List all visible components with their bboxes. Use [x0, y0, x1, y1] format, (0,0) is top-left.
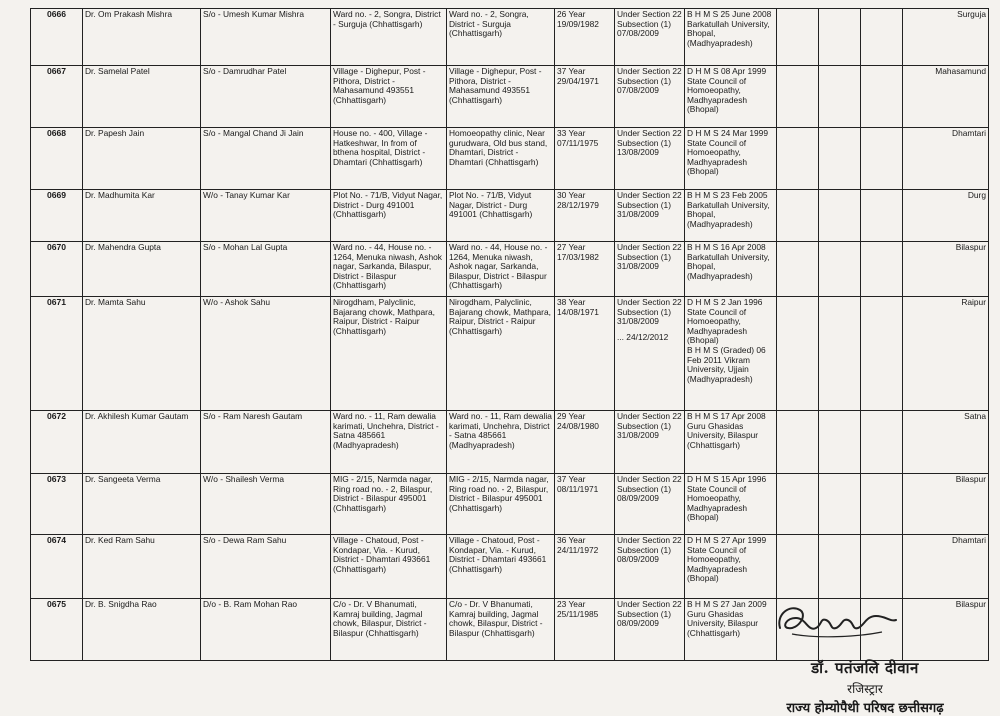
date-of-birth: 19/09/1982	[557, 18, 599, 29]
empty-cell	[777, 9, 819, 66]
present-address: C/o - Dr. V Bhanumati, Kamraj building, Jagmal chowk, Bilaspur, District - Bilaspur (Chhattisgarh)	[447, 599, 555, 661]
registration-section: Under Section 22 Subsection (1) 31/08/2009	[615, 411, 685, 474]
registrar-name: डॉ. पतंजलि दीवान	[811, 659, 919, 677]
qualification-text: D H M S 2 Jan 1996 State Council of Homoeopathy, Madhyapradesh (Bhopal)	[687, 297, 763, 346]
present-address: Ward no. - 11, Ram dewalia karimati, Unchehra, District - Satna 485661 (Madhyapradesh)	[447, 411, 555, 474]
practitioner-name: Dr. Sangeeta Verma	[83, 474, 201, 535]
serial-number: 0672	[31, 411, 83, 474]
qualification-additional: B H M S (Graded) 06 Feb 2011 Vikram University, Ujjain (Madhyapradesh)	[687, 344, 766, 384]
qualification: B H M S 25 June 2008 Barkatullah University, Bhopal, (Madhyapradesh)	[685, 9, 777, 66]
registration-renewal: ... 24/12/2012	[617, 331, 669, 342]
practitioner-name: Dr. B. Snigdha Rao	[83, 599, 201, 661]
serial-number: 0671	[31, 297, 83, 411]
district: Dhamtari	[903, 535, 989, 599]
qualification: D H M S 08 Apr 1999 State Council of Homoeopathy, Madhyapradesh (Bhopal)	[685, 66, 777, 128]
relation: W/o - Tanay Kumar Kar	[201, 190, 331, 242]
date-of-birth: 28/12/1979	[557, 199, 599, 210]
register-body	[31, 9, 989, 661]
registration-section: Under Section 22 Subsection (1) 13/08/2009	[615, 128, 685, 190]
empty-cell	[861, 535, 903, 599]
empty-cell	[861, 297, 903, 411]
empty-cell	[819, 190, 861, 242]
practitioner-name: Dr. Samelal Patel	[83, 66, 201, 128]
empty-cell	[777, 474, 819, 535]
registrar-designation: रजिस्ट्रार	[847, 682, 883, 696]
permanent-address: Plot No. - 71/B, Vidyut Nagar, District - Durg 491001 (Chhattisgarh)	[331, 190, 447, 242]
present-address: MIG - 2/15, Narmda nagar, Ring road no. - 2, Bilaspur, District - Bilaspur 495001 (Chhattisgarh)	[447, 474, 555, 535]
empty-cell	[819, 9, 861, 66]
table-row	[31, 9, 989, 66]
empty-cell	[777, 128, 819, 190]
qualification: D H M S 27 Apr 1999 State Council of Homoeopathy, Madhyapradesh (Bhopal)	[685, 535, 777, 599]
qualification: B H M S 16 Apr 2008 Barkatullah University, Bhopal, (Madhyapradesh)	[685, 242, 777, 297]
district: Satna	[903, 411, 989, 474]
district: Raipur	[903, 297, 989, 411]
empty-cell	[861, 474, 903, 535]
age: 29 Year	[557, 411, 586, 421]
age: 33 Year	[557, 128, 586, 138]
permanent-address: C/o - Dr. V Bhanumati, Kamraj building, Jagmal chowk, Bilaspur, District - Bilaspur (Chhattisgarh)	[331, 599, 447, 661]
empty-cell	[819, 474, 861, 535]
registration-section: Under Section 22 Subsection (1) 31/08/2009	[615, 242, 685, 297]
empty-cell	[819, 66, 861, 128]
empty-cell	[777, 297, 819, 411]
permanent-address: Nirogdham, Palyclinic, Bajarang chowk, Mathpara, Raipur, District - Raipur (Chhattisgarh)	[331, 297, 447, 411]
permanent-address: MIG - 2/15, Narmda nagar, Ring road no. - 2, Bilaspur, District - Bilaspur 495001 (Chhattisgarh)	[331, 474, 447, 535]
table-row	[31, 242, 989, 297]
registration-section: Under Section 22 Subsection (1) 08/09/2009	[615, 474, 685, 535]
age-dob	[555, 411, 615, 474]
relation: S/o - Mohan Lal Gupta	[201, 242, 331, 297]
date-of-birth: 29/04/1971	[557, 75, 599, 86]
age-dob	[555, 297, 615, 411]
empty-cell	[861, 242, 903, 297]
relation: S/o - Ram Naresh Gautam	[201, 411, 331, 474]
empty-cell	[777, 190, 819, 242]
table-row	[31, 190, 989, 242]
age-dob	[555, 9, 615, 66]
empty-cell	[777, 535, 819, 599]
qualification	[685, 297, 777, 411]
relation: S/o - Damrudhar Patel	[201, 66, 331, 128]
date-of-birth: 24/08/1980	[557, 420, 599, 431]
practitioner-name: Dr. Akhilesh Kumar Gautam	[83, 411, 201, 474]
present-address: Village - Chatoud, Post - Kondapar, Via. - Kurud, District - Dhamtari 493661 (Chhattisgarh)	[447, 535, 555, 599]
serial-number: 0673	[31, 474, 83, 535]
date-of-birth: 17/03/1982	[557, 251, 599, 262]
age: 36 Year	[557, 535, 586, 545]
empty-cell	[861, 9, 903, 66]
permanent-address: Ward no. - 44, House no. - 1264, Menuka niwash, Ashok nagar, Sarkanda, Bilaspur, District - Bilaspur (Chhattisgarh)	[331, 242, 447, 297]
qualification: B H M S 17 Apr 2008 Guru Ghasidas University, Bilaspur (Chhattisgarh)	[685, 411, 777, 474]
empty-cell	[819, 411, 861, 474]
date-of-birth: 14/08/1971	[557, 306, 599, 317]
practitioner-name: Dr. Om Prakash Mishra	[83, 9, 201, 66]
age-dob	[555, 599, 615, 661]
practitioner-name: Dr. Mahendra Gupta	[83, 242, 201, 297]
relation: S/o - Mangal Chand Ji Jain	[201, 128, 331, 190]
permanent-address: Village - Dighepur, Post - Pithora, District - Mahasamund 493551 (Chhattisgarh)	[331, 66, 447, 128]
serial-number: 0675	[31, 599, 83, 661]
empty-cell	[819, 535, 861, 599]
empty-cell	[861, 66, 903, 128]
table-row	[31, 128, 989, 190]
present-address: Ward no. - 2, Songra, District - Surguja (Chhattisgarh)	[447, 9, 555, 66]
registration-section	[615, 297, 685, 411]
practitioner-register-table	[30, 8, 989, 661]
registration-section: Under Section 22 Subsection (1) 08/09/2009	[615, 599, 685, 661]
district: Bilaspur	[903, 599, 989, 661]
age: 38 Year	[557, 297, 586, 307]
empty-cell	[777, 66, 819, 128]
district: Durg	[903, 190, 989, 242]
empty-cell	[777, 242, 819, 297]
serial-number: 0669	[31, 190, 83, 242]
practitioner-name: Dr. Madhumita Kar	[83, 190, 201, 242]
registrar-signature	[772, 598, 902, 642]
age-dob	[555, 66, 615, 128]
permanent-address: Village - Chatoud, Post - Kondapar, Via. - Kurud, District - Dhamtari 493661 (Chhattisgarh)	[331, 535, 447, 599]
qualification: B H M S 23 Feb 2005 Barkatullah University, Bhopal, (Madhyapradesh)	[685, 190, 777, 242]
relation: W/o - Ashok Sahu	[201, 297, 331, 411]
council-name: राज्य होम्योपैथी परिषद छत्तीसगढ़	[786, 701, 944, 716]
present-address: Ward no. - 44, House no. - 1264, Menuka niwash, Ashok nagar, Sarkanda, Bilaspur, District - Bilaspur (Chhattisgarh)	[447, 242, 555, 297]
relation: S/o - Umesh Kumar Mishra	[201, 9, 331, 66]
date-of-birth: 07/11/1975	[557, 137, 599, 148]
age-dob	[555, 535, 615, 599]
present-address: Nirogdham, Palyclinic, Bajarang chowk, Mathpara, Raipur, District - Raipur (Chhattisgarh)	[447, 297, 555, 411]
relation: W/o - Shailesh Verma	[201, 474, 331, 535]
serial-number: 0666	[31, 9, 83, 66]
permanent-address: House no. - 400, Village - Hatkeshwar, In from of bthena hospital, District - Dhamtari (Chhattisgarh)	[331, 128, 447, 190]
practitioner-name: Dr. Mamta Sahu	[83, 297, 201, 411]
serial-number: 0670	[31, 242, 83, 297]
practitioner-name: Dr. Papesh Jain	[83, 128, 201, 190]
registration-section: Under Section 22 Subsection (1) 08/09/2009	[615, 535, 685, 599]
empty-cell	[861, 411, 903, 474]
registrar-footer	[740, 658, 990, 716]
empty-cell	[819, 128, 861, 190]
age: 26 Year	[557, 9, 586, 19]
serial-number: 0668	[31, 128, 83, 190]
table-row	[31, 474, 989, 535]
registration-section: Under Section 22 Subsection (1) 31/08/2009	[615, 190, 685, 242]
relation: S/o - Dewa Ram Sahu	[201, 535, 331, 599]
date-of-birth: 24/11/1972	[557, 544, 599, 555]
empty-cell	[861, 128, 903, 190]
permanent-address: Ward no. - 2, Songra, District - Surguja (Chhattisgarh)	[331, 9, 447, 66]
table-row	[31, 297, 989, 411]
qualification: B H M S 27 Jan 2009 Guru Ghasidas University, Bilaspur (Chhattisgarh)	[685, 599, 777, 661]
practitioner-name: Dr. Ked Ram Sahu	[83, 535, 201, 599]
age-dob	[555, 242, 615, 297]
district: Mahasamund	[903, 66, 989, 128]
table-row	[31, 535, 989, 599]
age: 27 Year	[557, 242, 586, 252]
register-page	[30, 8, 988, 661]
empty-cell	[777, 411, 819, 474]
age: 23 Year	[557, 599, 586, 609]
age: 30 Year	[557, 190, 586, 200]
date-of-birth: 25/11/1985	[557, 608, 599, 619]
date-of-birth: 08/11/1971	[557, 483, 599, 494]
present-address: Village - Dighepur, Post - Pithora, District - Mahasamund 493551 (Chhattisgarh)	[447, 66, 555, 128]
qualification: D H M S 24 Mar 1999 State Council of Homoeopathy, Madhyapradesh (Bhopal)	[685, 128, 777, 190]
registration-section: Under Section 22 Subsection (1) 07/08/2009	[615, 66, 685, 128]
empty-cell	[819, 297, 861, 411]
age: 37 Year	[557, 66, 586, 76]
present-address: Homoeopathy clinic, Near gurudwara, Old bus stand, Dhamtari, District - Dhamtari (Chhattisgarh)	[447, 128, 555, 190]
district: Bilaspur	[903, 474, 989, 535]
district: Surguja	[903, 9, 989, 66]
registration-section: Under Section 22 Subsection (1) 07/08/2009	[615, 9, 685, 66]
empty-cell	[861, 190, 903, 242]
district: Dhamtari	[903, 128, 989, 190]
qualification: D H M S 15 Apr 1996 State Council of Homoeopathy, Madhyapradesh (Bhopal)	[685, 474, 777, 535]
age-dob	[555, 474, 615, 535]
registration-section-text: Under Section 22 Subsection (1) 31/08/2009	[617, 297, 682, 327]
serial-number: 0667	[31, 66, 83, 128]
age-dob	[555, 190, 615, 242]
age-dob	[555, 128, 615, 190]
relation: D/o - B. Ram Mohan Rao	[201, 599, 331, 661]
table-row	[31, 66, 989, 128]
age: 37 Year	[557, 474, 586, 484]
table-row	[31, 411, 989, 474]
district: Bilaspur	[903, 242, 989, 297]
serial-number: 0674	[31, 535, 83, 599]
empty-cell	[819, 242, 861, 297]
permanent-address: Ward no. - 11, Ram dewalia karimati, Unchehra, District - Satna 485661 (Madhyapradesh)	[331, 411, 447, 474]
present-address: Plot No. - 71/B, Vidyut Nagar, District - Durg 491001 (Chhattisgarh)	[447, 190, 555, 242]
